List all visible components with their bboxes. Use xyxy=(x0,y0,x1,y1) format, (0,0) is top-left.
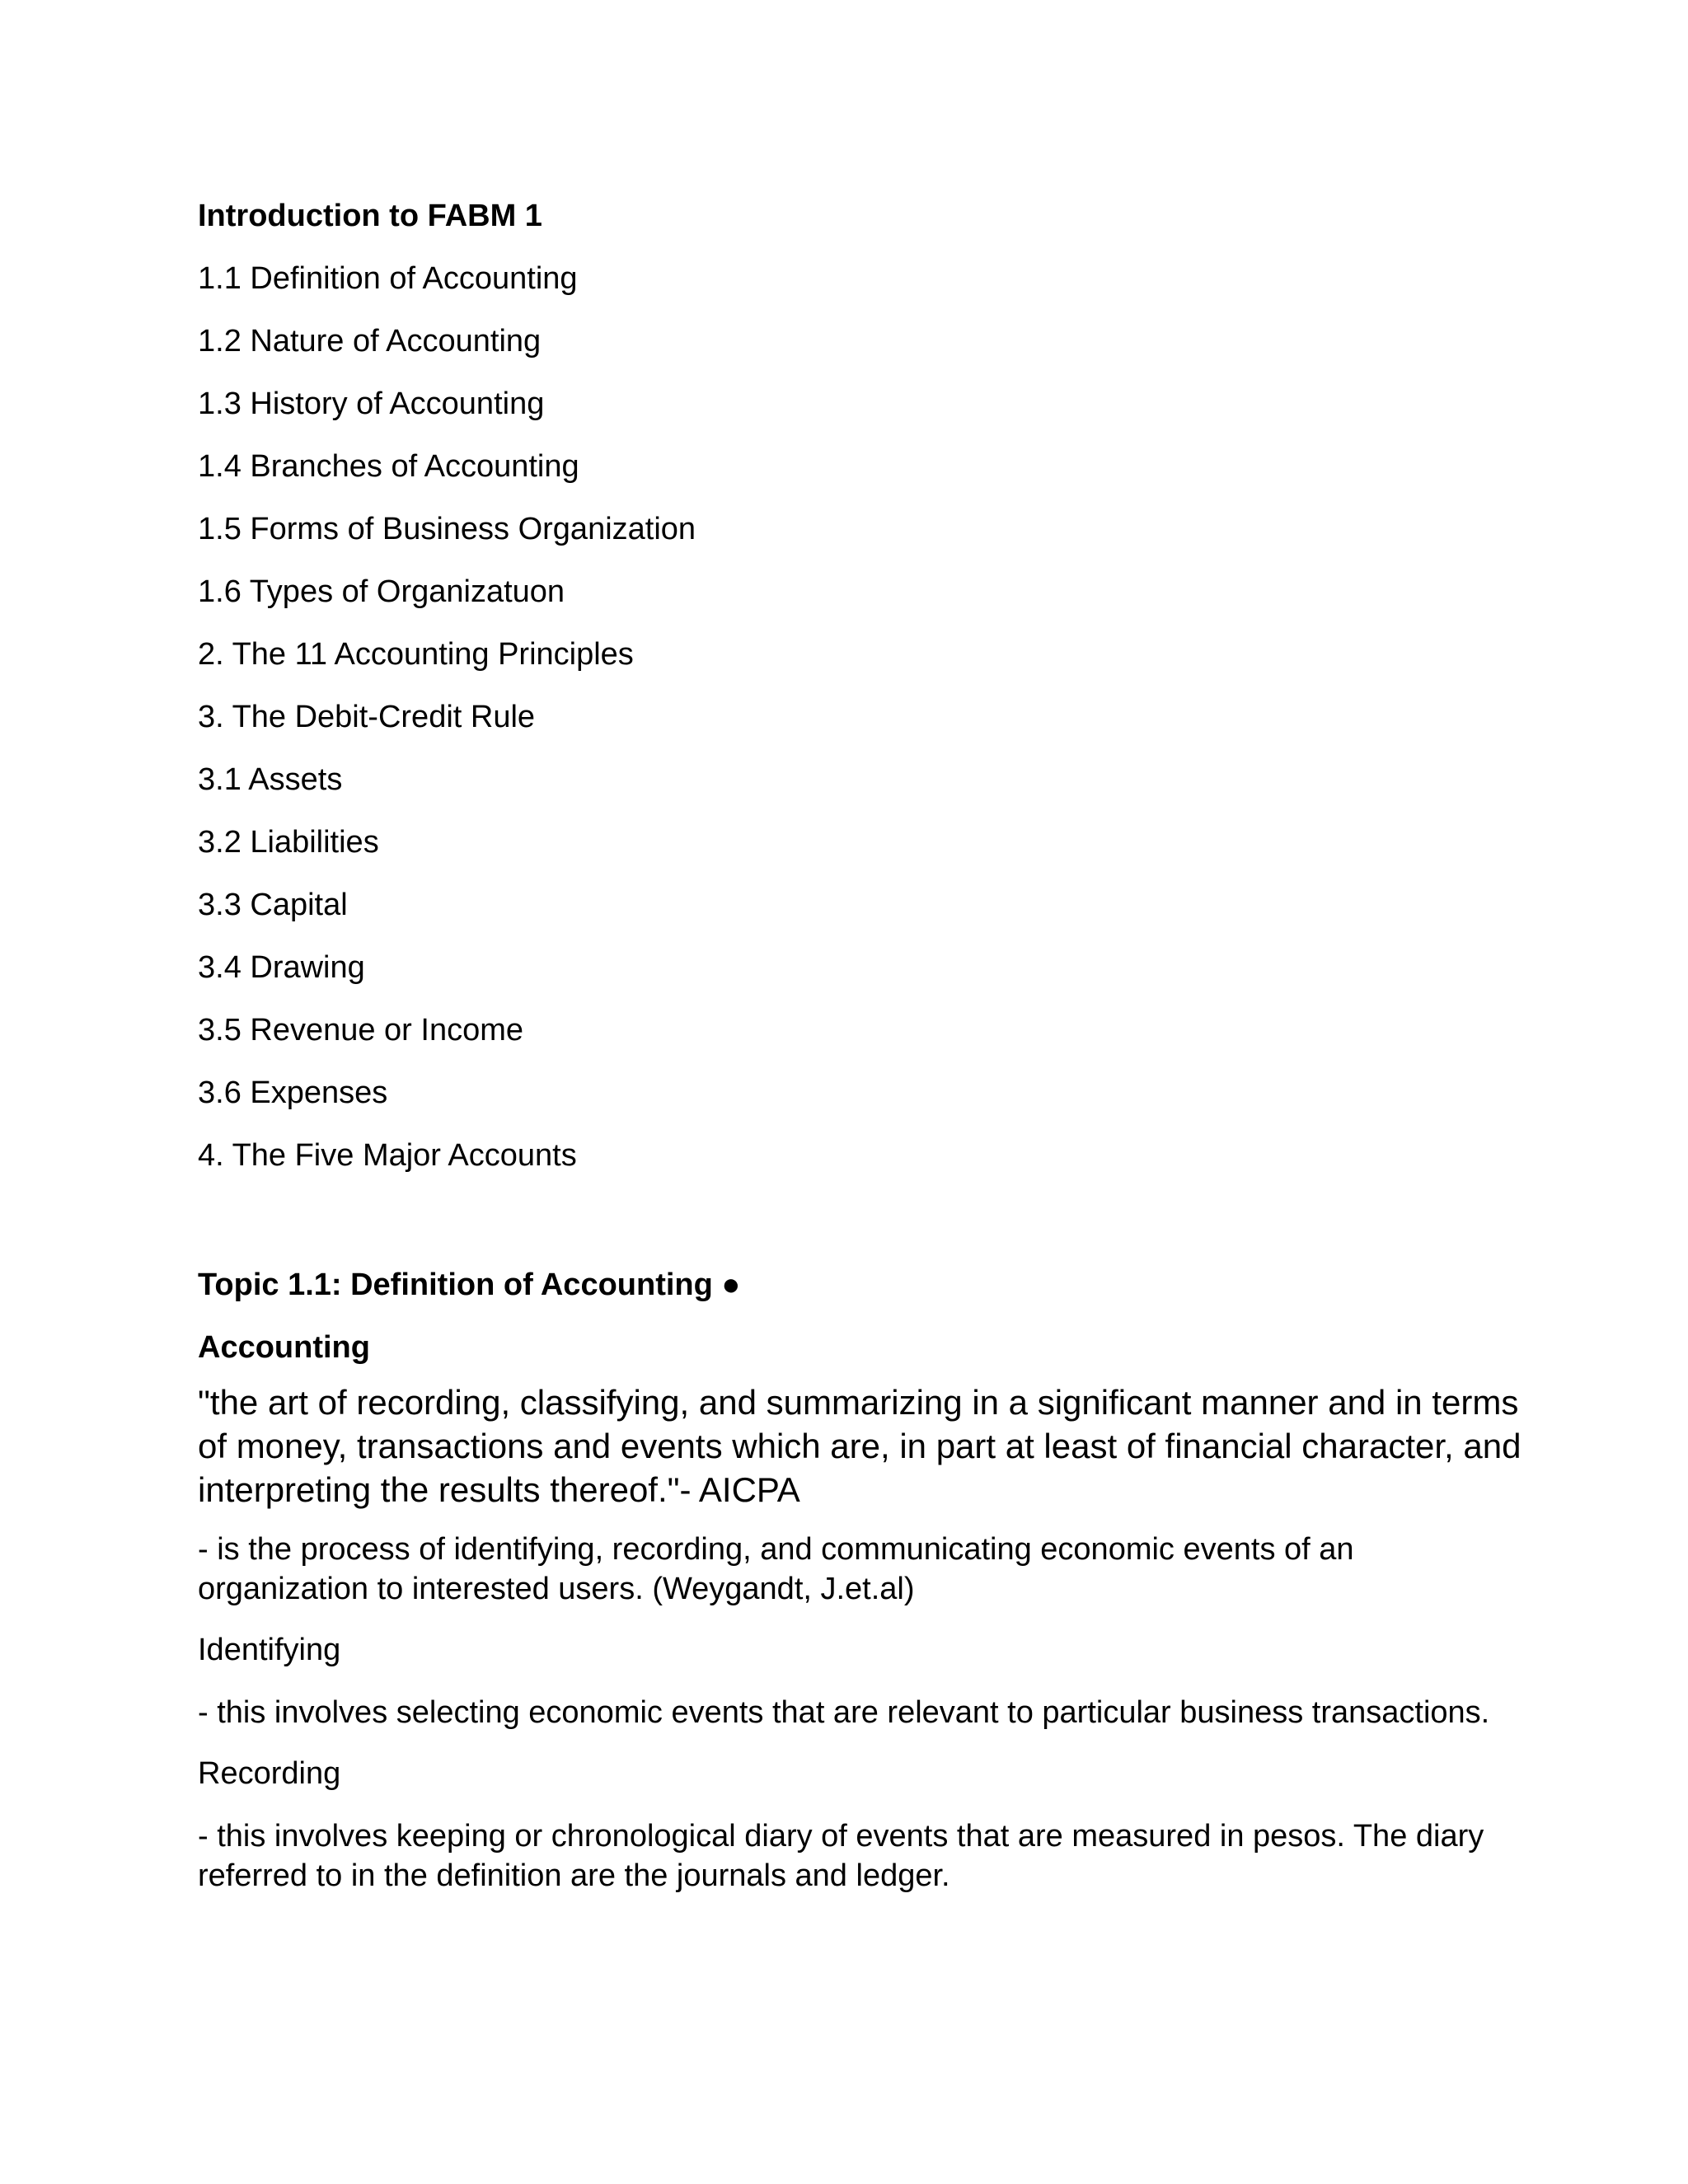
toc-item: 2. The 11 Accounting Principles xyxy=(198,637,634,672)
identifying-description: - this involves selecting economic events that are relevant to particular business transactions. xyxy=(198,1695,1490,1730)
topic-section xyxy=(198,1265,1533,1917)
toc-item: 3.1 Assets xyxy=(198,762,343,797)
toc-title: Introduction to FABM 1 xyxy=(198,199,542,233)
toc-item: 4. The Five Major Accounts xyxy=(198,1138,577,1173)
toc-item: 1.5 Forms of Business Organization xyxy=(198,512,696,546)
accounting-heading: Accounting xyxy=(198,1330,370,1365)
toc-item: 3.3 Capital xyxy=(198,888,348,922)
toc-item: 1.2 Nature of Accounting xyxy=(198,324,542,359)
toc-item: 3. The Debit-Credit Rule xyxy=(198,700,536,734)
toc-item: 1.3 History of Accounting xyxy=(198,387,545,421)
toc-item: 1.4 Branches of Accounting xyxy=(198,449,579,484)
toc-item: 3.6 Expenses xyxy=(198,1076,388,1110)
recording-term: Recording xyxy=(198,1756,341,1791)
weygandt-definition: - is the process of identifying, recording, and communicating economic events of an organization to interested users. (Weygandt, J.et.al) xyxy=(198,1532,1354,1606)
toc-item: 3.2 Liabilities xyxy=(198,825,379,860)
identifying-term: Identifying xyxy=(198,1633,341,1667)
toc-item: 1.1 Definition of Accounting xyxy=(198,261,578,296)
topic-heading: Topic 1.1: Definition of Accounting ● xyxy=(198,1268,741,1302)
toc-item: 3.4 Drawing xyxy=(198,950,365,985)
toc-item: 1.6 Types of Organizatuon xyxy=(198,574,565,609)
toc-item: 3.5 Revenue or Income xyxy=(198,1013,524,1047)
recording-description: - this involves keeping or chronological diary of events that are measured in pesos. The diary referred to in the definition are the journals and ledger. xyxy=(198,1819,1484,1893)
toc-list xyxy=(198,259,696,1198)
aicpa-quote: "the art of recording, classifying, and summarizing in a significant manner and in terms of money, transactions and events which are, in part at least of financial character, and interpreting the results thereof."- AICPA xyxy=(198,1383,1522,1509)
